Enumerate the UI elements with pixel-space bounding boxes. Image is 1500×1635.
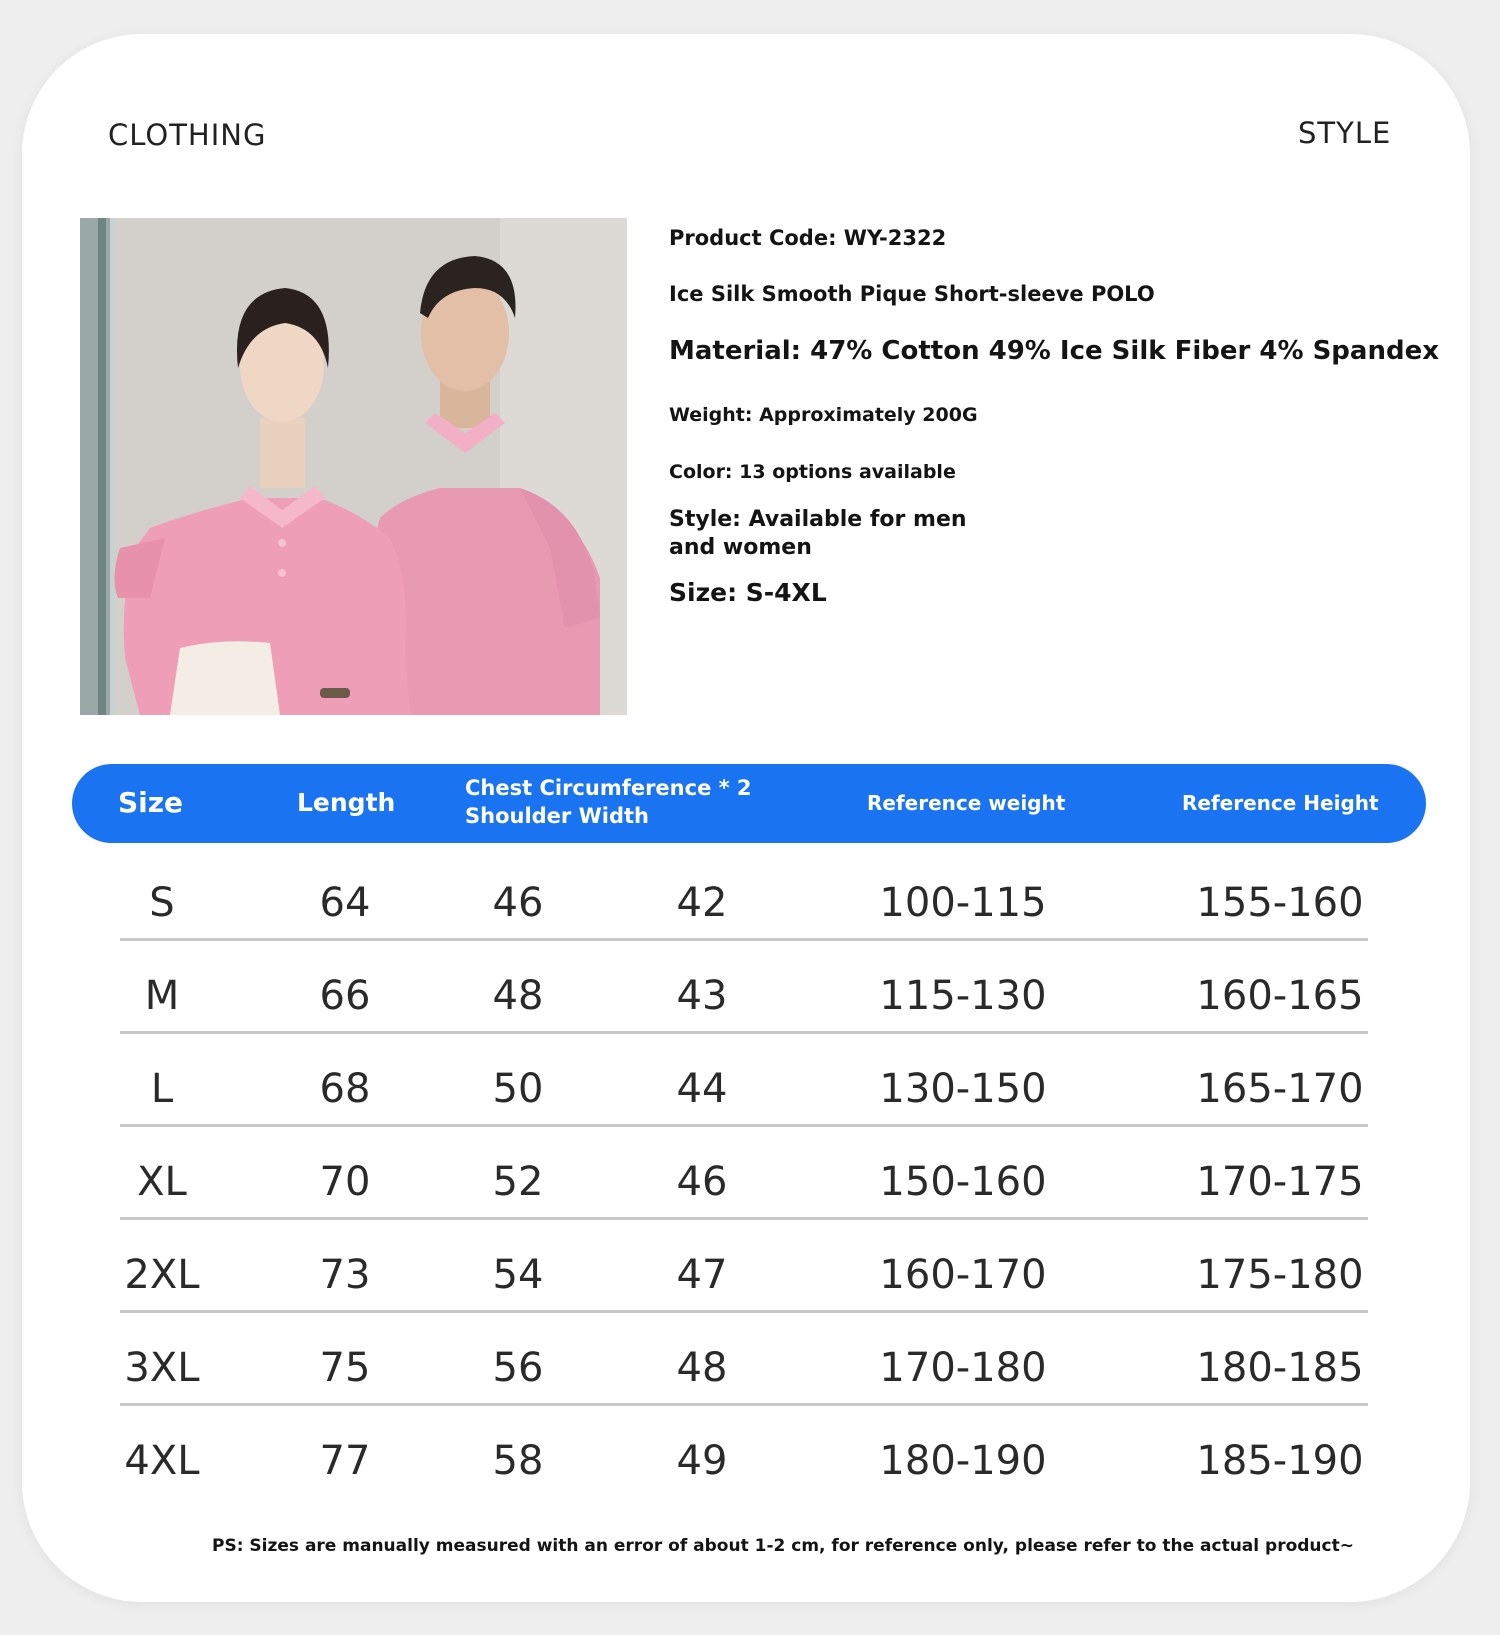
cell-weight: 170-180 bbox=[879, 1345, 1047, 1391]
cell-weight: 180-190 bbox=[879, 1438, 1047, 1484]
cell-chest: 50 bbox=[492, 1066, 544, 1112]
header-reference-weight: Reference weight bbox=[867, 791, 1066, 815]
cell-chest: 56 bbox=[492, 1345, 544, 1391]
cell-size: 2XL bbox=[124, 1252, 200, 1298]
cell-shoulder: 47 bbox=[676, 1252, 728, 1298]
cell-weight: 130-150 bbox=[879, 1066, 1047, 1112]
header-shoulder: Shoulder Width bbox=[465, 804, 649, 828]
product-name: Ice Silk Smooth Pique Short-sleeve POLO bbox=[669, 282, 1155, 306]
table-row bbox=[120, 1316, 1368, 1406]
cell-chest: 46 bbox=[492, 880, 544, 926]
header-length: Length bbox=[297, 788, 396, 817]
cell-weight: 150-160 bbox=[879, 1159, 1047, 1205]
cell-length: 70 bbox=[319, 1159, 371, 1205]
cell-length: 68 bbox=[319, 1066, 371, 1112]
measurement-footnote: PS: Sizes are manually measured with an error of about 1-2 cm, for reference only, please refer to the actual product~ bbox=[212, 1536, 1354, 1556]
cell-size: 4XL bbox=[124, 1438, 200, 1484]
row-divider bbox=[120, 1310, 1368, 1313]
cell-chest: 48 bbox=[492, 973, 544, 1019]
table-row bbox=[120, 851, 1368, 941]
table-row bbox=[120, 1130, 1368, 1220]
cell-length: 64 bbox=[319, 880, 371, 926]
cell-size: 3XL bbox=[124, 1345, 200, 1391]
cell-weight: 115-130 bbox=[879, 973, 1047, 1019]
row-divider bbox=[120, 1031, 1368, 1034]
cell-height: 175-180 bbox=[1196, 1252, 1364, 1298]
cell-chest: 58 bbox=[492, 1438, 544, 1484]
cell-height: 170-175 bbox=[1196, 1159, 1364, 1205]
cell-weight: 100-115 bbox=[879, 880, 1047, 926]
table-row bbox=[120, 1223, 1368, 1313]
cell-height: 180-185 bbox=[1196, 1345, 1364, 1391]
header-reference-height: Reference Height bbox=[1182, 791, 1379, 815]
cell-shoulder: 43 bbox=[676, 973, 728, 1019]
cell-shoulder: 42 bbox=[676, 880, 728, 926]
cell-length: 73 bbox=[319, 1252, 371, 1298]
row-divider bbox=[120, 1403, 1368, 1406]
cell-shoulder: 46 bbox=[676, 1159, 728, 1205]
clothing-label: CLOTHING bbox=[108, 118, 267, 152]
cell-height: 155-160 bbox=[1196, 880, 1364, 926]
cell-weight: 160-170 bbox=[879, 1252, 1047, 1298]
cell-size: L bbox=[150, 1066, 174, 1112]
cell-shoulder: 44 bbox=[676, 1066, 728, 1112]
cell-size: S bbox=[149, 880, 175, 926]
cell-chest: 52 bbox=[492, 1159, 544, 1205]
cell-height: 165-170 bbox=[1196, 1066, 1364, 1112]
cell-height: 160-165 bbox=[1196, 973, 1364, 1019]
cell-length: 75 bbox=[319, 1345, 371, 1391]
header-chest: Chest Circumference * 2 bbox=[465, 776, 752, 800]
table-row bbox=[120, 1409, 1368, 1499]
table-row bbox=[120, 1037, 1368, 1127]
product-size: Size: S-4XL bbox=[669, 578, 827, 607]
row-divider bbox=[120, 938, 1368, 941]
cell-shoulder: 48 bbox=[676, 1345, 728, 1391]
cell-size: M bbox=[144, 973, 180, 1019]
cell-height: 185-190 bbox=[1196, 1438, 1364, 1484]
cell-length: 66 bbox=[319, 973, 371, 1019]
header-size: Size bbox=[118, 786, 184, 819]
product-style: Style: Available for men and women bbox=[669, 507, 967, 560]
style-label: STYLE bbox=[1298, 116, 1392, 150]
product-weight: Weight: Approximately 200G bbox=[669, 404, 978, 426]
product-code: Product Code: WY-2322 bbox=[669, 226, 947, 250]
cell-size: XL bbox=[137, 1159, 187, 1205]
cell-chest: 54 bbox=[492, 1252, 544, 1298]
row-divider bbox=[120, 1124, 1368, 1127]
table-row bbox=[120, 944, 1368, 1034]
cell-length: 77 bbox=[319, 1438, 371, 1484]
product-color: Color: 13 options available bbox=[669, 461, 956, 483]
product-material: Material: 47% Cotton 49% Ice Silk Fiber 4% Spandex bbox=[669, 336, 1439, 366]
cell-shoulder: 49 bbox=[676, 1438, 728, 1484]
row-divider bbox=[120, 1217, 1368, 1220]
